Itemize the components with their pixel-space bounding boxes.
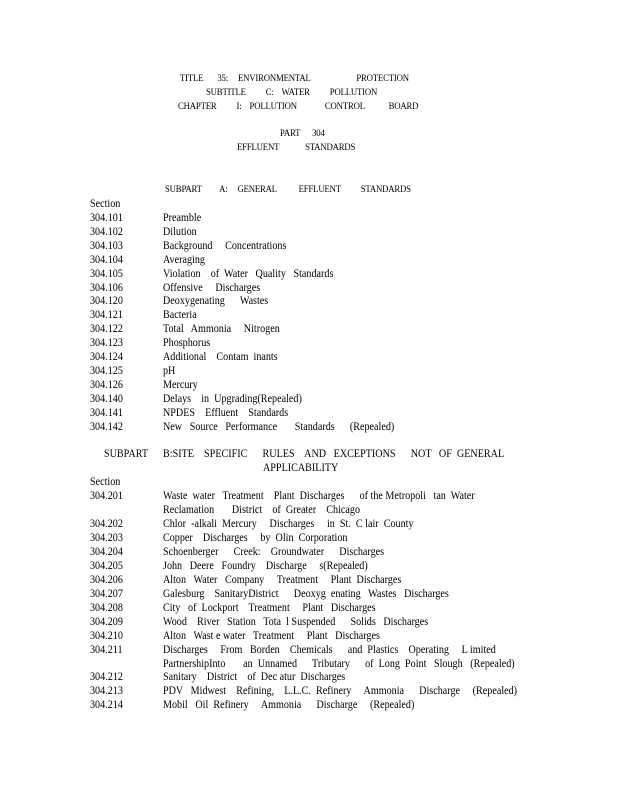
section-title: Dilution — [163, 225, 197, 238]
part-number: PART 304 — [280, 129, 325, 139]
section-number: 304.204 — [90, 546, 123, 558]
section-number: 304.120 — [90, 295, 123, 308]
section-title: New Source Performance Standards (Repealed) — [163, 420, 395, 433]
section-number: 304.213 — [90, 685, 123, 697]
section-title: Total Ammonia Nitrogen — [163, 323, 280, 336]
section-number: 304.106 — [90, 281, 123, 294]
section-title: Schoenberger Creek: Groundwater Discharges — [163, 546, 385, 558]
section-title: Additional Contam inants — [163, 351, 278, 363]
section-number: 304.141 — [90, 406, 123, 419]
section-title: Offensive Discharges — [163, 281, 261, 294]
section-title: Mobil Oil Refinery Ammonia Discharge (Repealed) — [163, 699, 415, 711]
section-number: 304.104 — [90, 253, 123, 266]
section-number: 304.209 — [90, 616, 123, 628]
section-number: 304.101 — [90, 212, 123, 224]
section-number: 304.103 — [90, 239, 123, 252]
section-number: 304.208 — [90, 602, 123, 614]
section-number: 304.207 — [90, 588, 123, 600]
section-number: 304.122 — [90, 323, 123, 336]
subpart-a-heading: SUBPART A: GENERAL EFFLUENT STANDARDS — [165, 185, 411, 195]
section-title: Waste water Treatment Plant Discharges of the Metropoli tan Water — [163, 490, 475, 502]
section-number: 304.102 — [90, 225, 123, 238]
section-title: Violation of Water Quality Standards — [163, 267, 334, 280]
section-number: 304.214 — [90, 699, 123, 711]
section-number: 304.124 — [90, 351, 123, 363]
section-number: 304.142 — [90, 420, 123, 433]
section-title: Deoxygenating Wastes — [163, 295, 269, 308]
section-title: John Deere Foundry Discharge s(Repealed) — [163, 560, 368, 572]
section-number: 304.140 — [90, 392, 123, 405]
section-number: 304.212 — [90, 671, 123, 683]
section-title-cont: PartnershipInto an Unnamed Tributary of Long Point Slough (Repealed) — [163, 657, 515, 670]
section-title: Discharges From Borden Chemicals and Plastics Operating L imited — [163, 644, 496, 656]
section-title: Galesburg SanitaryDistrict Deoxyg enating Wastes Discharges — [163, 588, 449, 600]
subpart-b-heading: SUBPART B:SITE SPECIFIC RULES AND EXCEPTIONS NOT OF GENERAL — [104, 448, 505, 460]
section-title: PDV Midwest Refining, L.L.C. Refinery Ammonia Discharge (Repealed) — [163, 685, 518, 697]
section-title: Wood River Station Tota l Suspended Solids Discharges — [163, 616, 429, 628]
section-title: Bacteria — [163, 309, 197, 322]
section-number: 304.121 — [90, 309, 123, 322]
section-number: 304.205 — [90, 560, 123, 572]
chapter-line: CHAPTER I: POLLUTION CONTROL BOARD — [178, 102, 419, 112]
section-number: 304.203 — [90, 532, 123, 544]
section-title: Preamble — [163, 212, 202, 224]
section-number: 304.201 — [90, 490, 123, 502]
section-number: 304.105 — [90, 267, 123, 280]
section-title: Copper Discharges by Olin Corporation — [163, 532, 348, 544]
subtitle-line: SUBTITLE C: WATER POLLUTION — [206, 88, 378, 98]
section-number: 304.206 — [90, 574, 123, 586]
section-number: 304.126 — [90, 378, 123, 391]
subpart-b-heading-cont: APPLICABILITY — [263, 462, 339, 474]
section-title: Background Concentrations — [163, 239, 287, 252]
section-title: NPDES Effluent Standards — [163, 406, 289, 419]
section-title: Mercury — [163, 378, 198, 391]
section-number: 304.211 — [90, 644, 123, 656]
section-title: Alton Wast e water Treatment Plant Discharges — [163, 630, 380, 642]
section-title: Chlor -alkali Mercury Discharges in St. C lair County — [163, 518, 414, 530]
section-number: 304.125 — [90, 364, 123, 377]
section-title: Averaging — [163, 253, 205, 266]
section-title: Phosphorus — [163, 337, 211, 350]
part-title: EFFLUENT STANDARDS — [237, 143, 356, 153]
section-title: Alton Water Company Treatment Plant Discharges — [163, 574, 402, 586]
section-number: 304.210 — [90, 630, 123, 642]
section-title: Delays in Upgrading(Repealed) — [163, 392, 302, 405]
section-title: pH — [163, 364, 176, 377]
title-line: TITLE 35: ENVIRONMENTAL PROTECTION — [180, 74, 409, 84]
section-label: Section — [90, 476, 121, 488]
section-title: City of Lockport Treatment Plant Discharges — [163, 602, 376, 614]
section-number: 304.123 — [90, 337, 123, 350]
section-title: Sanitary District of Dec atur Discharges — [163, 671, 346, 683]
section-label: Section — [90, 198, 121, 210]
section-number: 304.202 — [90, 518, 123, 530]
section-title-cont: Reclamation District of Greater Chicago — [163, 503, 361, 516]
